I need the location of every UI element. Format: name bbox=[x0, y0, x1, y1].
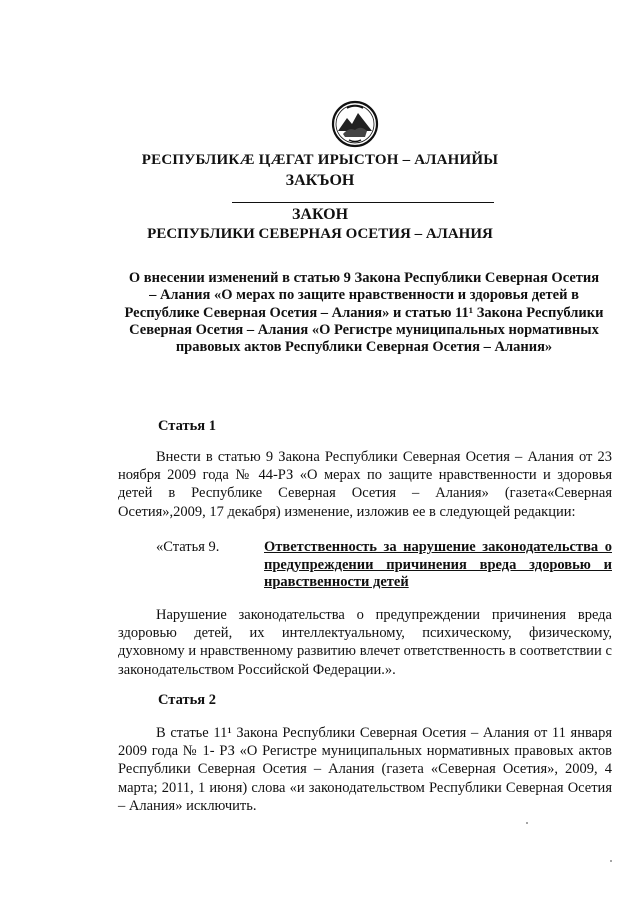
header-divider bbox=[232, 202, 494, 203]
ossetian-republic-heading: РЕСПУБЛИКӔ ЦӔГАТ ИРЫСТОН – АЛАНИЙЫ bbox=[141, 152, 499, 168]
scan-speck bbox=[610, 860, 612, 862]
article-9-quote-title: Ответственность за нарушение законодательства о предупреждении причинения вреда здоровью и нравственности детей bbox=[264, 539, 612, 591]
ossetian-law-heading: ЗАКЪОН bbox=[285, 172, 355, 189]
law-title: О внесении изменений в статью 9 Закона Республики Северная Осетия – Алания «О мерах по защите нравственности и здоровья детей в Республике Северная Осетия – Алания» и статью 11¹ Закона Республики Северная Осетия – Алания «О Регистре муниципальных нормативных правовых актов Республики Северная Осетия – Алания» bbox=[124, 270, 604, 356]
law-heading: ЗАКОН bbox=[291, 206, 349, 223]
article-1-paragraph-1: Внести в статью 9 Закона Республики Северная Осетия – Алания от 23 ноября 2009 года № 44-РЗ «О мерах по защите нравственности и здоровья детей в Республике Северная Осетия – Алания» (газета«Северная Осетия»,2009, 17 декабря) изменение, изложив ее в следующей редакции: bbox=[118, 449, 612, 520]
article-1-paragraph-2: Нарушение законодательства о предупреждении причинения вреда здоровью детей, их интеллектуальному, психическому, физическому, духовному и нравственному развитию влечет ответственность в соответствии с законодательством Российской Федерации.». bbox=[118, 607, 612, 678]
scan-speck bbox=[526, 822, 528, 824]
republic-heading: РЕСПУБЛИКИ СЕВЕРНАЯ ОСЕТИЯ – АЛАНИЯ bbox=[147, 226, 493, 242]
article-9-quote-lead: «Статья 9. bbox=[156, 539, 220, 555]
coat-of-arms-emblem bbox=[331, 100, 379, 148]
article-2-paragraph-1: В статье 11¹ Закона Республики Северная Осетия – Алания от 11 января 2009 года № 1- РЗ «О Регистре муниципальных нормативных правовых актов Республики Северная Осетия – Алания (газета «Северная Осетия», 2009, 4 марта; 2011, 1 июня) слова «и законодательством Республики Северная Осетия – Алания» исключить. bbox=[118, 725, 612, 814]
article-2-heading: Статья 2 bbox=[158, 692, 216, 708]
article-1-heading: Статья 1 bbox=[158, 418, 216, 434]
